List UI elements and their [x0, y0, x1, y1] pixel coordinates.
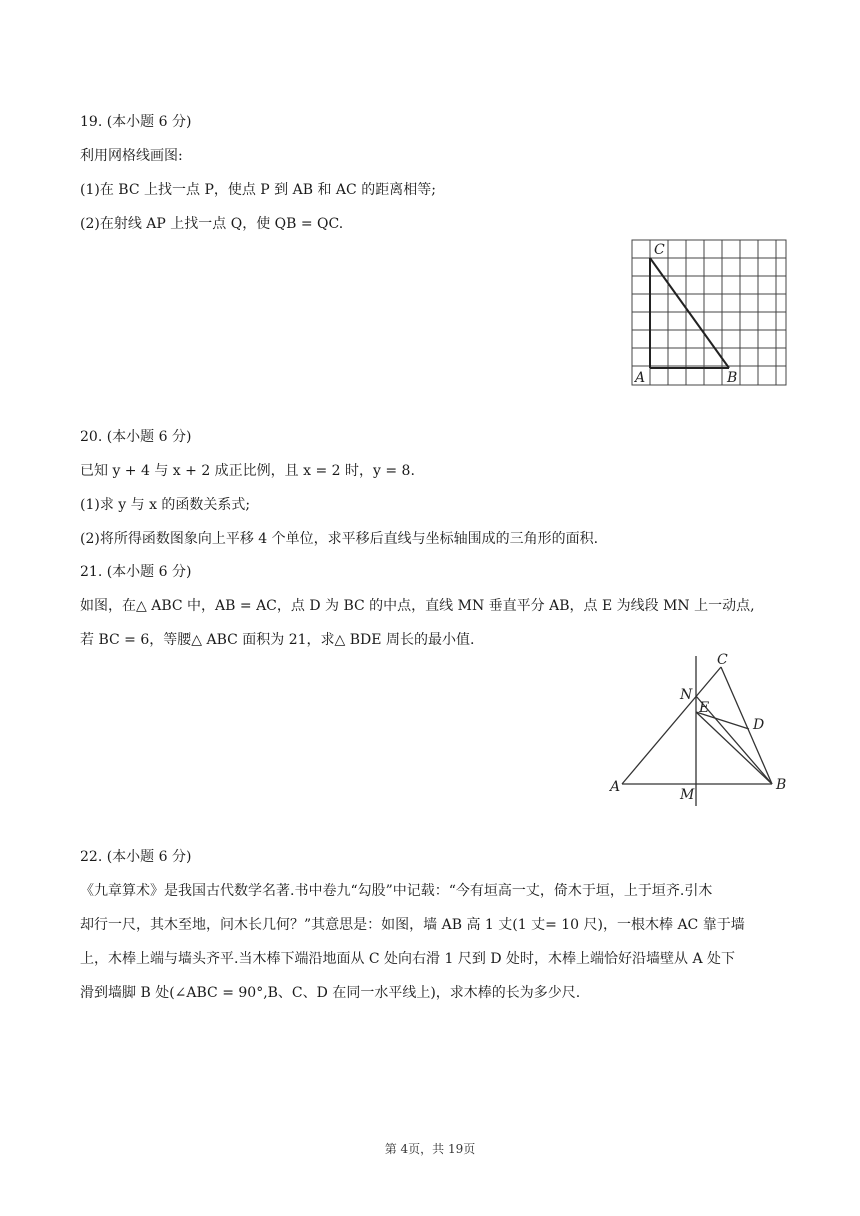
- label-c: C: [654, 242, 665, 258]
- label-b: B: [727, 370, 738, 386]
- label-a: A: [610, 779, 621, 795]
- q22-header: 22. (本小题 6 分): [80, 849, 192, 865]
- q22-line1: 《九章算术》是我国古代数学名著.书中卷九“勾股”中记载：“今有垣高一丈，倚木于垣，上于垣齐.引木: [80, 883, 713, 899]
- segment-cb: [721, 667, 772, 784]
- q20-part2: (2)将所得函数图象向上平移 4 个单位，求平移后直线与坐标轴围成的三角形的面积.: [80, 531, 599, 547]
- q21-line2: 若 BC = 6，等腰△ ABC 面积为 21，求△ BDE 周长的最小值.: [80, 632, 475, 648]
- q22-line3: 上，木棒上端与墙头齐平.当木棒下端沿地面从 C 处向右滑 1 尺到 D 处时，木棒上端恰好沿墙壁从 A 处下: [80, 951, 736, 967]
- q20-header: 20. (本小题 6 分): [80, 429, 192, 445]
- label-d: D: [753, 717, 765, 733]
- q21-triangle-figure: [604, 650, 800, 810]
- q21-line1: 如图，在△ ABC 中，AB = AC，点 D 为 BC 的中点，直线 MN 垂直平分 AB，点 E 为线段 MN 上一动点,: [80, 598, 755, 614]
- q19-header: 19. (本小题 6 分): [80, 114, 192, 130]
- label-n: N: [680, 687, 693, 703]
- q20-line1: 已知 y + 4 与 x + 2 成正比例，且 x = 2 时，y = 8.: [80, 463, 415, 479]
- q19-intro: 利用网格线画图:: [80, 148, 183, 164]
- label-m: M: [680, 787, 695, 803]
- segment-ac: [622, 667, 721, 784]
- grid-lines: [632, 240, 786, 385]
- label-c: C: [717, 652, 728, 668]
- label-e: E: [699, 700, 710, 716]
- page-footer: 第 4页，共 19页: [384, 1142, 476, 1156]
- triangle-abc: [650, 258, 729, 368]
- label-b: B: [776, 777, 787, 793]
- label-a: A: [635, 370, 646, 386]
- q19-part2: (2)在射线 AP 上找一点 Q，使 QB = QC.: [80, 216, 344, 232]
- q22-line2: 却行一尺，其木至地，问木长几何？”其意思是：如图，墙 AB 高 1 丈(1 丈= 10 尺)，一根木棒 AC 靠于墙: [80, 917, 745, 933]
- q19-grid-figure: [625, 234, 795, 394]
- q21-header: 21. (本小题 6 分): [80, 564, 192, 580]
- q20-part1: (1)求 y 与 x 的函数关系式;: [80, 497, 251, 513]
- q22-line4: 滑到墙脚 B 处(∠ABC = 90°,B、C、D 在同一水平线上)，求木棒的长为多少尺.: [80, 985, 581, 1001]
- q19-part1: (1)在 BC 上找一点 P，使点 P 到 AB 和 AC 的距离相等;: [80, 182, 436, 198]
